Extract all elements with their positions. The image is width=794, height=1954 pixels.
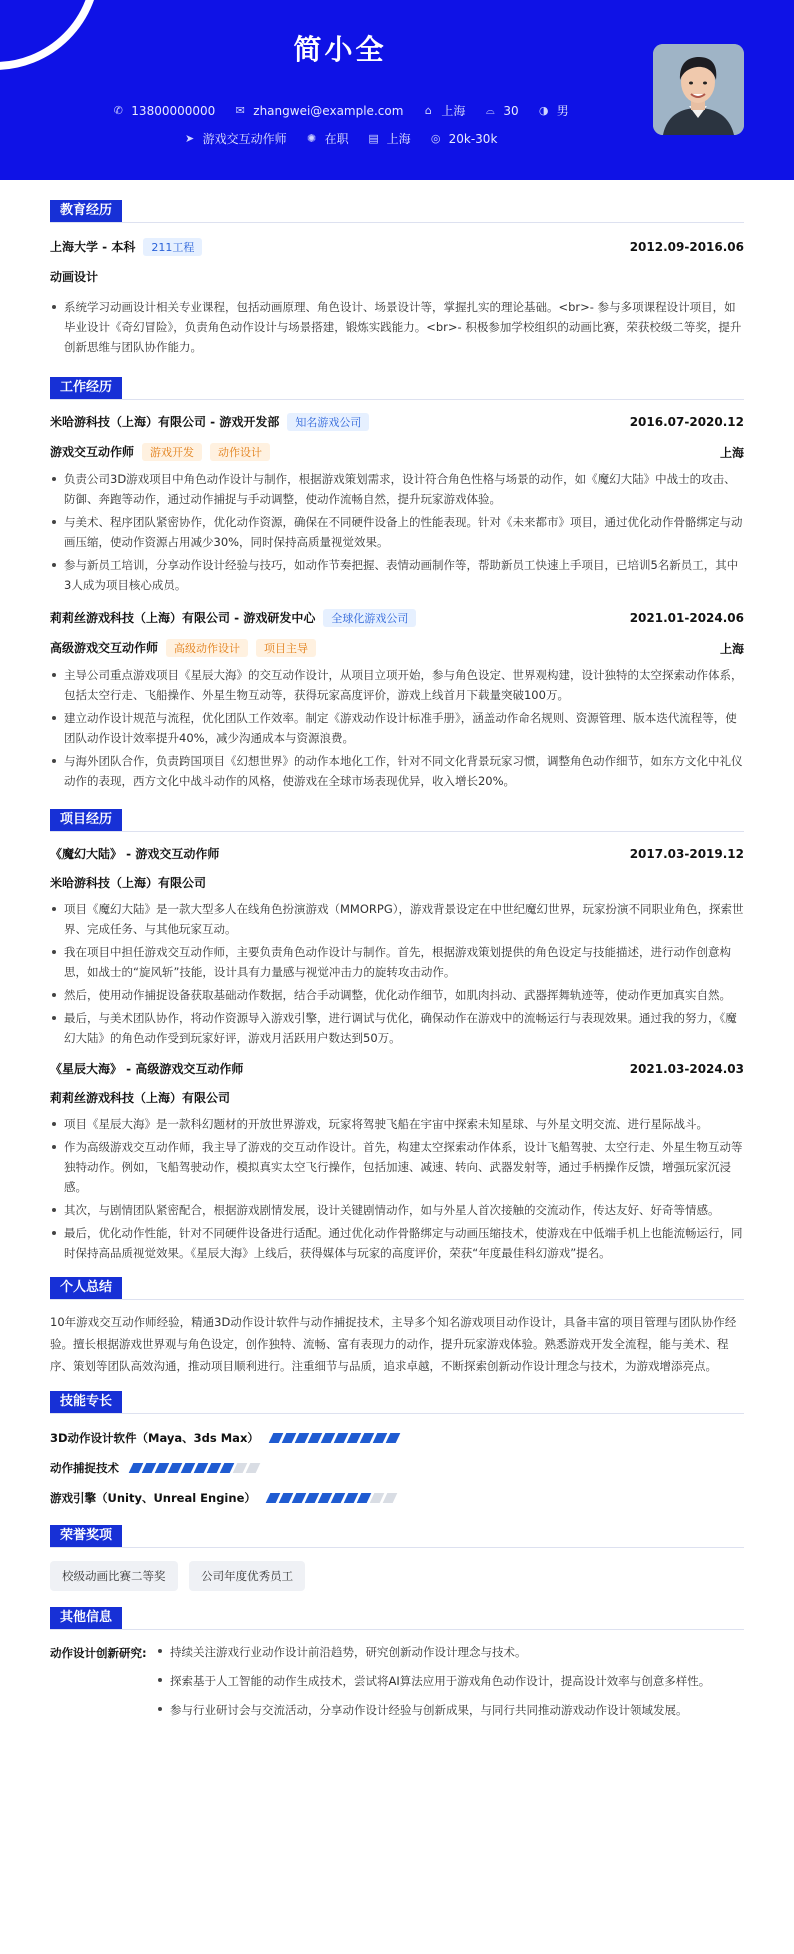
list-item: 与海外团队合作，负责跨国项目《幻想世界》的动作本地化工作，针对不同文化背景玩家习惯，调整角色动作细节，如东方文化中礼仪动作的表现，西方文化中战斗动作的风格，使游戏在全球市场表现优异，收入增长20%。: [50, 751, 744, 791]
mail-icon: ✉: [235, 104, 245, 117]
role-name: 游戏交互动作师: [50, 445, 135, 459]
skills-list: [50, 1423, 744, 1513]
section-title: [50, 1277, 744, 1301]
education-section: [50, 200, 744, 357]
resume-header: [0, 0, 794, 180]
send-icon: ➤: [184, 132, 195, 145]
skill-segment-filled: [386, 1433, 401, 1443]
list-item: 其次，与剧情团队紧密配合，根据游戏剧情发展，设计关键剧情动作，如与外星人首次接触的交流动作，传达友好、好奇等情感。: [50, 1200, 744, 1220]
list-item: 与美术、程序团队紧密协作，优化动作资源，确保在不同硬件设备上的性能表现。针对《未来都市》项目，通过优化动作骨骼绑定与动画压缩，使动作资源占用减少30%，同时保持高质量视觉效果。: [50, 512, 744, 552]
job-duties: [50, 469, 744, 595]
skill-level-bar: [131, 1463, 258, 1473]
role-tag: 动作设计: [210, 443, 270, 461]
education-title: 教育经历: [50, 200, 122, 222]
list-item: 作为高级游戏交互动作师，我主导了游戏的交互动作设计。首先，构建太空探索动作体系，设计飞船驾驶、太空行走、外星生物互动等独特动作。例如，飞船驾驶动作，模拟真实太空飞行操作，包括加速、减速、转向、武器发射等，通过手柄操作反馈，增强玩家沉浸感。: [50, 1137, 744, 1197]
other-items: [156, 1641, 744, 1721]
section-title: [50, 1391, 744, 1415]
list-item: 最后，优化动作性能，针对不同硬件设备进行适配。通过优化动作骨骼绑定与动画压缩技术，使游戏在中低端手机上也能流畅运行，同时保持高品质视觉效果。《星辰大海》上线后，获得媒体与玩家的高度评价，荣获“年度最佳科幻游戏”提名。: [50, 1223, 744, 1263]
status-icon: ✺: [306, 132, 317, 145]
list-item: 建立动作设计规范与流程，优化团队工作效率。制定《游戏动作设计标准手册》，涵盖动作命名规则、资源管理、版本迭代流程等，使团队动作设计效率提升40%，减少沟通成本与资源浪费。: [50, 708, 744, 748]
summary-title: 个人总结: [50, 1277, 122, 1299]
skill-name: 动作捕捉技术: [50, 1461, 119, 1475]
job-entry: [50, 413, 744, 595]
summary-text: 10年游戏交互动作师经验，精通3D动作设计软件与动作捕捉技术，主导多个知名游戏项目动作设计，具备丰富的项目管理与团队协作经验。擅长根据游戏世界观与角色设定，创作独特、流畅、富有表现力的动作，提升玩家游戏体验。熟悉游戏开发全流程，能与美术、程序、策划等团队高效沟通，推动项目顺利进行。注重细节与品质，追求卓越，不断探索创新动作设计理念与技术，为游戏增添亮点。: [50, 1315, 737, 1373]
project-name: 《星辰大海》 - 高级游戏交互动作师: [50, 1062, 244, 1076]
city-item: [367, 130, 411, 147]
gender-item: [537, 102, 569, 119]
project-entry: [50, 845, 744, 1048]
projects-section: [50, 809, 744, 1263]
job-head: [50, 413, 744, 431]
list-item: 持续关注游戏行业动作设计前沿趋势，研究创新动作设计理念与技术。: [156, 1641, 744, 1663]
work-section: [50, 377, 744, 791]
honors-section: [50, 1525, 744, 1591]
salary-icon: ◎: [430, 132, 441, 145]
project-details: [50, 1114, 744, 1263]
list-item: 参与行业研讨会与交流活动，分享动作设计经验与创新成果，与同行共同推动游戏动作设计领域发展。: [156, 1699, 744, 1721]
city-text: 上海: [386, 132, 411, 146]
company-name: 莉莉丝游戏科技（上海）有限公司 - 游戏研发中心: [50, 611, 316, 625]
status-text: 在职: [324, 132, 349, 146]
skill-level-bar: [268, 1493, 395, 1503]
list-item: 项目《魔幻大陆》是一款大型多人在线角色扮演游戏（MMORPG），游戏背景设定在中世纪魔幻世界，玩家扮演不同职业角色，探索世界、完成任务、与其他玩家互动。: [50, 899, 744, 939]
job-entry: [50, 609, 744, 791]
other-list: [156, 1641, 744, 1728]
list-item: 主导公司重点游戏项目《星辰大海》的交互动作设计，从项目立项开始，参与角色设定、世界观构建，设计独特的太空探索动作体系，包括太空行走、飞船操作、外星生物互动等，获得玩家高度评价，游戏上线首月下载量突破100万。: [50, 665, 744, 705]
section-title: [50, 809, 744, 833]
school-name: 上海大学 - 本科: [50, 240, 136, 254]
honors-list: [50, 1561, 744, 1591]
salary-item: [429, 130, 498, 147]
project-date: 2021.03-2024.03: [629, 1061, 744, 1076]
job-intent-row: [0, 130, 680, 147]
company-tag: 全球化游戏公司: [323, 609, 416, 627]
school-tag: 211工程: [143, 238, 202, 256]
job-date: 2016.07-2020.12: [629, 415, 744, 429]
other-section: [50, 1607, 744, 1728]
skill-row: [50, 1483, 744, 1513]
age-item: [483, 102, 518, 119]
avatar-portrait: [653, 44, 744, 135]
divider: [50, 222, 744, 223]
honors-title: 荣誉奖项: [50, 1525, 122, 1547]
project-head: [50, 845, 744, 862]
role-row: [50, 443, 744, 461]
list-item: 系统学习动画设计相关专业课程，包括动画原理、角色设计、场景设计等，掌握扎实的理论基础。<br>- 参与多项课程设计项目，如毕业设计《奇幻冒险》，负责角色动作设计与场景搭建，锻炼实践能力。<br>- 积极参加学校组织的动画比赛，荣获校级二等奖，提升创新思维与团队协作能力。: [50, 297, 744, 357]
company-name: 米哈游科技（上海）有限公司 - 游戏开发部: [50, 415, 280, 429]
project-name: 《魔幻大陆》 - 游戏交互动作师: [50, 847, 220, 861]
job-head: [50, 609, 744, 627]
project-date: 2017.03-2019.12: [629, 846, 744, 861]
position-text: 游戏交互动作师: [202, 132, 287, 146]
position-item: [183, 130, 287, 147]
phone-text: 13800000000: [131, 103, 216, 118]
phone-item: [111, 102, 215, 119]
status-item: [305, 130, 349, 147]
education-date: 2012.09-2016.06: [629, 240, 744, 254]
email-text: zhangwei@example.com: [253, 103, 404, 118]
list-item: 探索基于人工智能的动作生成技术，尝试将AI算法应用于游戏角色动作设计，提高设计效率与创意多样性。: [156, 1670, 744, 1692]
list-item: 然后，使用动作捕捉设备获取基础动作数据，结合手动调整，优化动作细节，如肌肉抖动、武器挥舞轨迹等，使动作更加真实自然。: [50, 985, 744, 1005]
honor-chip: 校级动画比赛二等奖: [50, 1561, 178, 1591]
contact-row: [0, 102, 680, 119]
project-entry: [50, 1060, 744, 1263]
home-icon: ⌂: [424, 104, 432, 117]
skill-name: 3D动作设计软件（Maya、3ds Max）: [50, 1431, 259, 1445]
list-item: 最后，与美术团队协作，将动作资源导入游戏引擎，进行调试与优化，确保动作在游戏中的流畅运行与表现效果。通过我的努力，《魔幻大陆》的角色动作受到玩家好评，游戏月活跃用户数达到50万。: [50, 1008, 744, 1048]
list-item: 我在项目中担任游戏交互动作师，主要负责角色动作设计与制作。首先，根据游戏策划提供的角色设定与技能描述，进行动作创意构思，如战士的“旋风斩”技能，设计具有力量感与视觉冲击力的旋转攻击动作。: [50, 942, 744, 982]
job-location: 上海: [719, 641, 744, 656]
projects-title: 项目经历: [50, 809, 122, 831]
job-duties: [50, 665, 744, 791]
honor-chip: 公司年度优秀员工: [189, 1561, 305, 1591]
candidate-name: 简小全: [293, 33, 387, 66]
role-name: 高级游戏交互动作师: [50, 641, 159, 655]
divider: [50, 831, 744, 832]
location-item: [421, 102, 465, 119]
section-title: [50, 377, 744, 401]
divider: [50, 1299, 744, 1300]
skill-segment-empty: [246, 1463, 261, 1473]
skills-title: 技能专长: [50, 1391, 122, 1413]
role-row: [50, 639, 744, 657]
project-company: 莉莉丝游戏科技（上海）有限公司: [50, 1091, 231, 1105]
list-item: 项目《星辰大海》是一款科幻题材的开放世界游戏，玩家将驾驶飞船在宇宙中探索未知星球、与外星文明交流、进行星际战斗。: [50, 1114, 744, 1134]
project-company: 米哈游科技（上海）有限公司: [50, 876, 207, 890]
skill-level-bar: [271, 1433, 398, 1443]
email-item: [233, 102, 403, 119]
city-icon: ▤: [368, 132, 379, 145]
other-label: 动作设计创新研究:: [50, 1646, 147, 1660]
divider: [50, 399, 744, 400]
education-list: [50, 297, 744, 357]
resume-body: [0, 200, 794, 1728]
company-tag: 知名游戏公司: [287, 413, 369, 431]
major: 动画设计: [50, 270, 99, 284]
divider: [50, 1413, 744, 1414]
project-details: [50, 899, 744, 1048]
skill-row: [50, 1453, 744, 1483]
role-tag: 项目主导: [256, 639, 316, 657]
section-title: [50, 1525, 744, 1549]
skills-section: [50, 1391, 744, 1513]
gender-icon: ◑: [538, 104, 549, 117]
phone-icon: ✆: [113, 104, 123, 117]
project-head: [50, 1060, 744, 1077]
role-tag: 游戏开发: [142, 443, 202, 461]
skill-row: [50, 1423, 744, 1453]
job-location: 上海: [719, 445, 744, 460]
avatar: [653, 44, 744, 135]
education-head: [50, 238, 744, 256]
other-row: [50, 1641, 744, 1728]
list-item: 参与新员工培训，分享动作设计经验与技巧，如动作节奏把握、表情动画制作等，帮助新员工快速上手项目，已培训5名新员工，其中3人成为项目核心成员。: [50, 555, 744, 595]
job-date: 2021.01-2024.06: [629, 611, 744, 625]
skill-name: 游戏引擎（Unity、Unreal Engine）: [50, 1491, 256, 1505]
section-title: [50, 200, 744, 224]
role-tag: 高级动作设计: [166, 639, 248, 657]
location-text: 上海: [441, 104, 466, 118]
work-title: 工作经历: [50, 377, 122, 399]
list-item: 负责公司3D游戏项目中角色动作设计与制作，根据游戏策划需求，设计符合角色性格与场景的动作，如《魔幻大陆》中战士的攻击、防御、奔跑等动作，通过动作捕捉与手动调整，使动作流畅自然，提升玩家游戏体验。: [50, 469, 744, 509]
age-icon: ⌓: [486, 103, 495, 117]
summary-section: [50, 1277, 744, 1377]
other-title: 其他信息: [50, 1607, 122, 1629]
age-text: 30: [503, 103, 519, 118]
divider: [50, 1629, 744, 1630]
salary-text: 20k-30k: [448, 131, 498, 146]
skill-segment-empty: [383, 1493, 398, 1503]
section-title: [50, 1607, 744, 1631]
gender-text: 男: [556, 104, 569, 118]
divider: [50, 1547, 744, 1548]
